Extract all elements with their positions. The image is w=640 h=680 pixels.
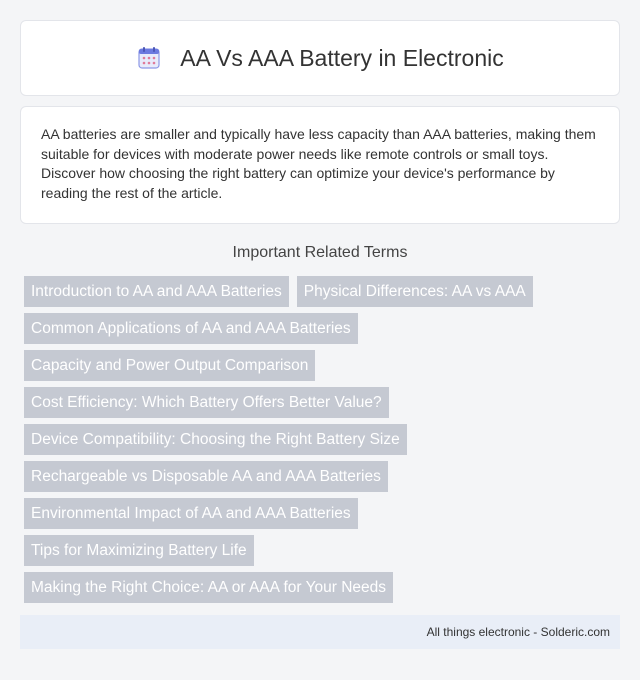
term-tag[interactable]: Device Compatibility: Choosing the Right Battery Size [24, 424, 407, 455]
term-tag[interactable]: Tips for Maximizing Battery Life [24, 535, 254, 566]
term-tag[interactable]: Physical Differences: AA vs AAA [297, 276, 533, 307]
term-tag[interactable]: Environmental Impact of AA and AAA Batteries [24, 498, 358, 529]
term-row [24, 461, 624, 492]
term-row [24, 313, 624, 344]
term-row [24, 424, 624, 455]
term-tag[interactable]: Making the Right Choice: AA or AAA for Your Needs [24, 572, 393, 603]
summary-text: AA batteries are smaller and typically have less capacity than AAA batteries, making them suitable for devices with moderate power needs like remote controls or small toys. Discover how choosing the right battery can optimize your device's performance by reading the rest of the article. [41, 126, 596, 201]
term-row [24, 572, 624, 603]
title-card [20, 20, 620, 96]
term-tag[interactable]: Capacity and Power Output Comparison [24, 350, 315, 381]
term-row [24, 498, 624, 529]
term-tag[interactable]: Common Applications of AA and AAA Batteries [24, 313, 358, 344]
related-terms-heading: Important Related Terms [232, 244, 408, 261]
summary-card [20, 106, 620, 224]
term-tag[interactable]: Cost Efficiency: Which Battery Offers Better Value? [24, 387, 389, 418]
page-title: AA Vs AAA Battery in Electronic [180, 44, 504, 71]
term-row [24, 350, 624, 381]
calendar-icon [136, 45, 162, 71]
related-terms-list [24, 276, 624, 609]
term-row [24, 276, 624, 307]
footer-text: All things electronic - Solderic.com [426, 625, 610, 639]
term-tag[interactable]: Rechargeable vs Disposable AA and AAA Batteries [24, 461, 388, 492]
term-row [24, 387, 624, 418]
term-row [24, 535, 624, 566]
term-tag[interactable]: Introduction to AA and AAA Batteries [24, 276, 289, 307]
footer [20, 615, 620, 649]
